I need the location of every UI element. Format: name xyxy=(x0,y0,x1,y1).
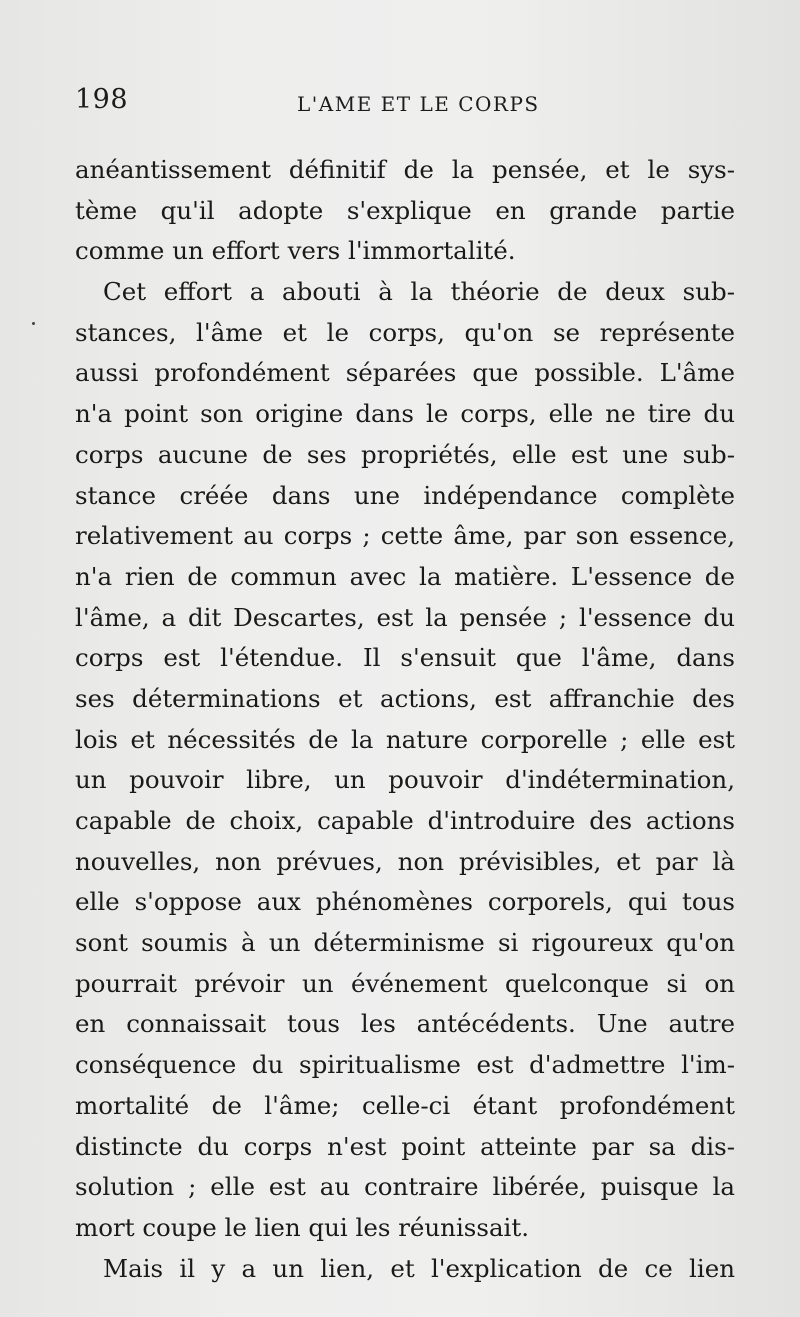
text-line: lois et nécessités de la nature corporelle ; elle est xyxy=(75,724,735,754)
text-line: mortalité de l'âme; celle-ci étant profondément xyxy=(75,1090,735,1120)
text-line: solution ; elle est au contraire libérée, puisque la xyxy=(75,1172,735,1202)
text-line: corps est l'étendue. Il s'ensuit que l'âme, dans xyxy=(75,643,735,673)
text-line: tème qu'il adopte s'explique en grande partie xyxy=(75,195,735,225)
running-head xyxy=(75,84,735,124)
running-title: L'AME ET LE CORPS xyxy=(297,92,540,116)
paragraph-start-line: Mais il y a un lien, et l'explication de ce lien xyxy=(103,1253,735,1283)
text-line: relativement au corps ; cette âme, par son essence, xyxy=(75,521,735,551)
page-number: 198 xyxy=(75,84,129,115)
text-line: comme un effort vers l'immortalité. xyxy=(75,236,516,266)
text-line: stance créée dans une indépendance complète xyxy=(75,480,735,510)
text-line: anéantissement définitif de la pensée, et le sys- xyxy=(75,155,735,184)
text-line: en connaissait tous les antécédents. Une autre xyxy=(75,1009,735,1039)
text-line: pourrait prévoir un événement quelconque si on xyxy=(75,968,735,998)
text-line: distincte du corps n'est point atteinte par sa dis- xyxy=(75,1131,735,1161)
text-line: aussi profondément séparées que possible. L'âme xyxy=(75,358,735,388)
text-line: stances, l'âme et le corps, qu'on se représente xyxy=(75,317,735,347)
text-line: capable de choix, capable d'introduire des actions xyxy=(75,806,735,835)
text-line: n'a rien de commun avec la matière. L'essence de xyxy=(75,561,735,591)
text-line: un pouvoir libre, un pouvoir d'indétermination, xyxy=(75,765,735,795)
text-line: elle s'oppose aux phénomènes corporels, qui tous xyxy=(75,887,735,917)
text-line: n'a point son origine dans le corps, elle ne tire du xyxy=(75,399,735,429)
body-text xyxy=(75,150,735,1289)
text-line: nouvelles, non prévues, non prévisibles, et par là xyxy=(75,846,735,876)
text-line: mort coupe le lien qui les réunissait. xyxy=(75,1212,530,1242)
text-line: sont soumis à un déterminisme si rigoureux qu'on xyxy=(75,928,735,958)
text-line: ses déterminations et actions, est affranchie des xyxy=(75,683,735,713)
ink-speck xyxy=(32,322,35,325)
text-line: l'âme, a dit Descartes, est la pensée ; l'essence du xyxy=(75,602,735,632)
text-line: conséquence du spiritualisme est d'admettre l'im- xyxy=(75,1050,735,1080)
paragraph-start-line: Cet effort a abouti à la théorie de deux sub- xyxy=(103,277,735,307)
text-line: corps aucune de ses propriétés, elle est une sub- xyxy=(75,439,735,469)
